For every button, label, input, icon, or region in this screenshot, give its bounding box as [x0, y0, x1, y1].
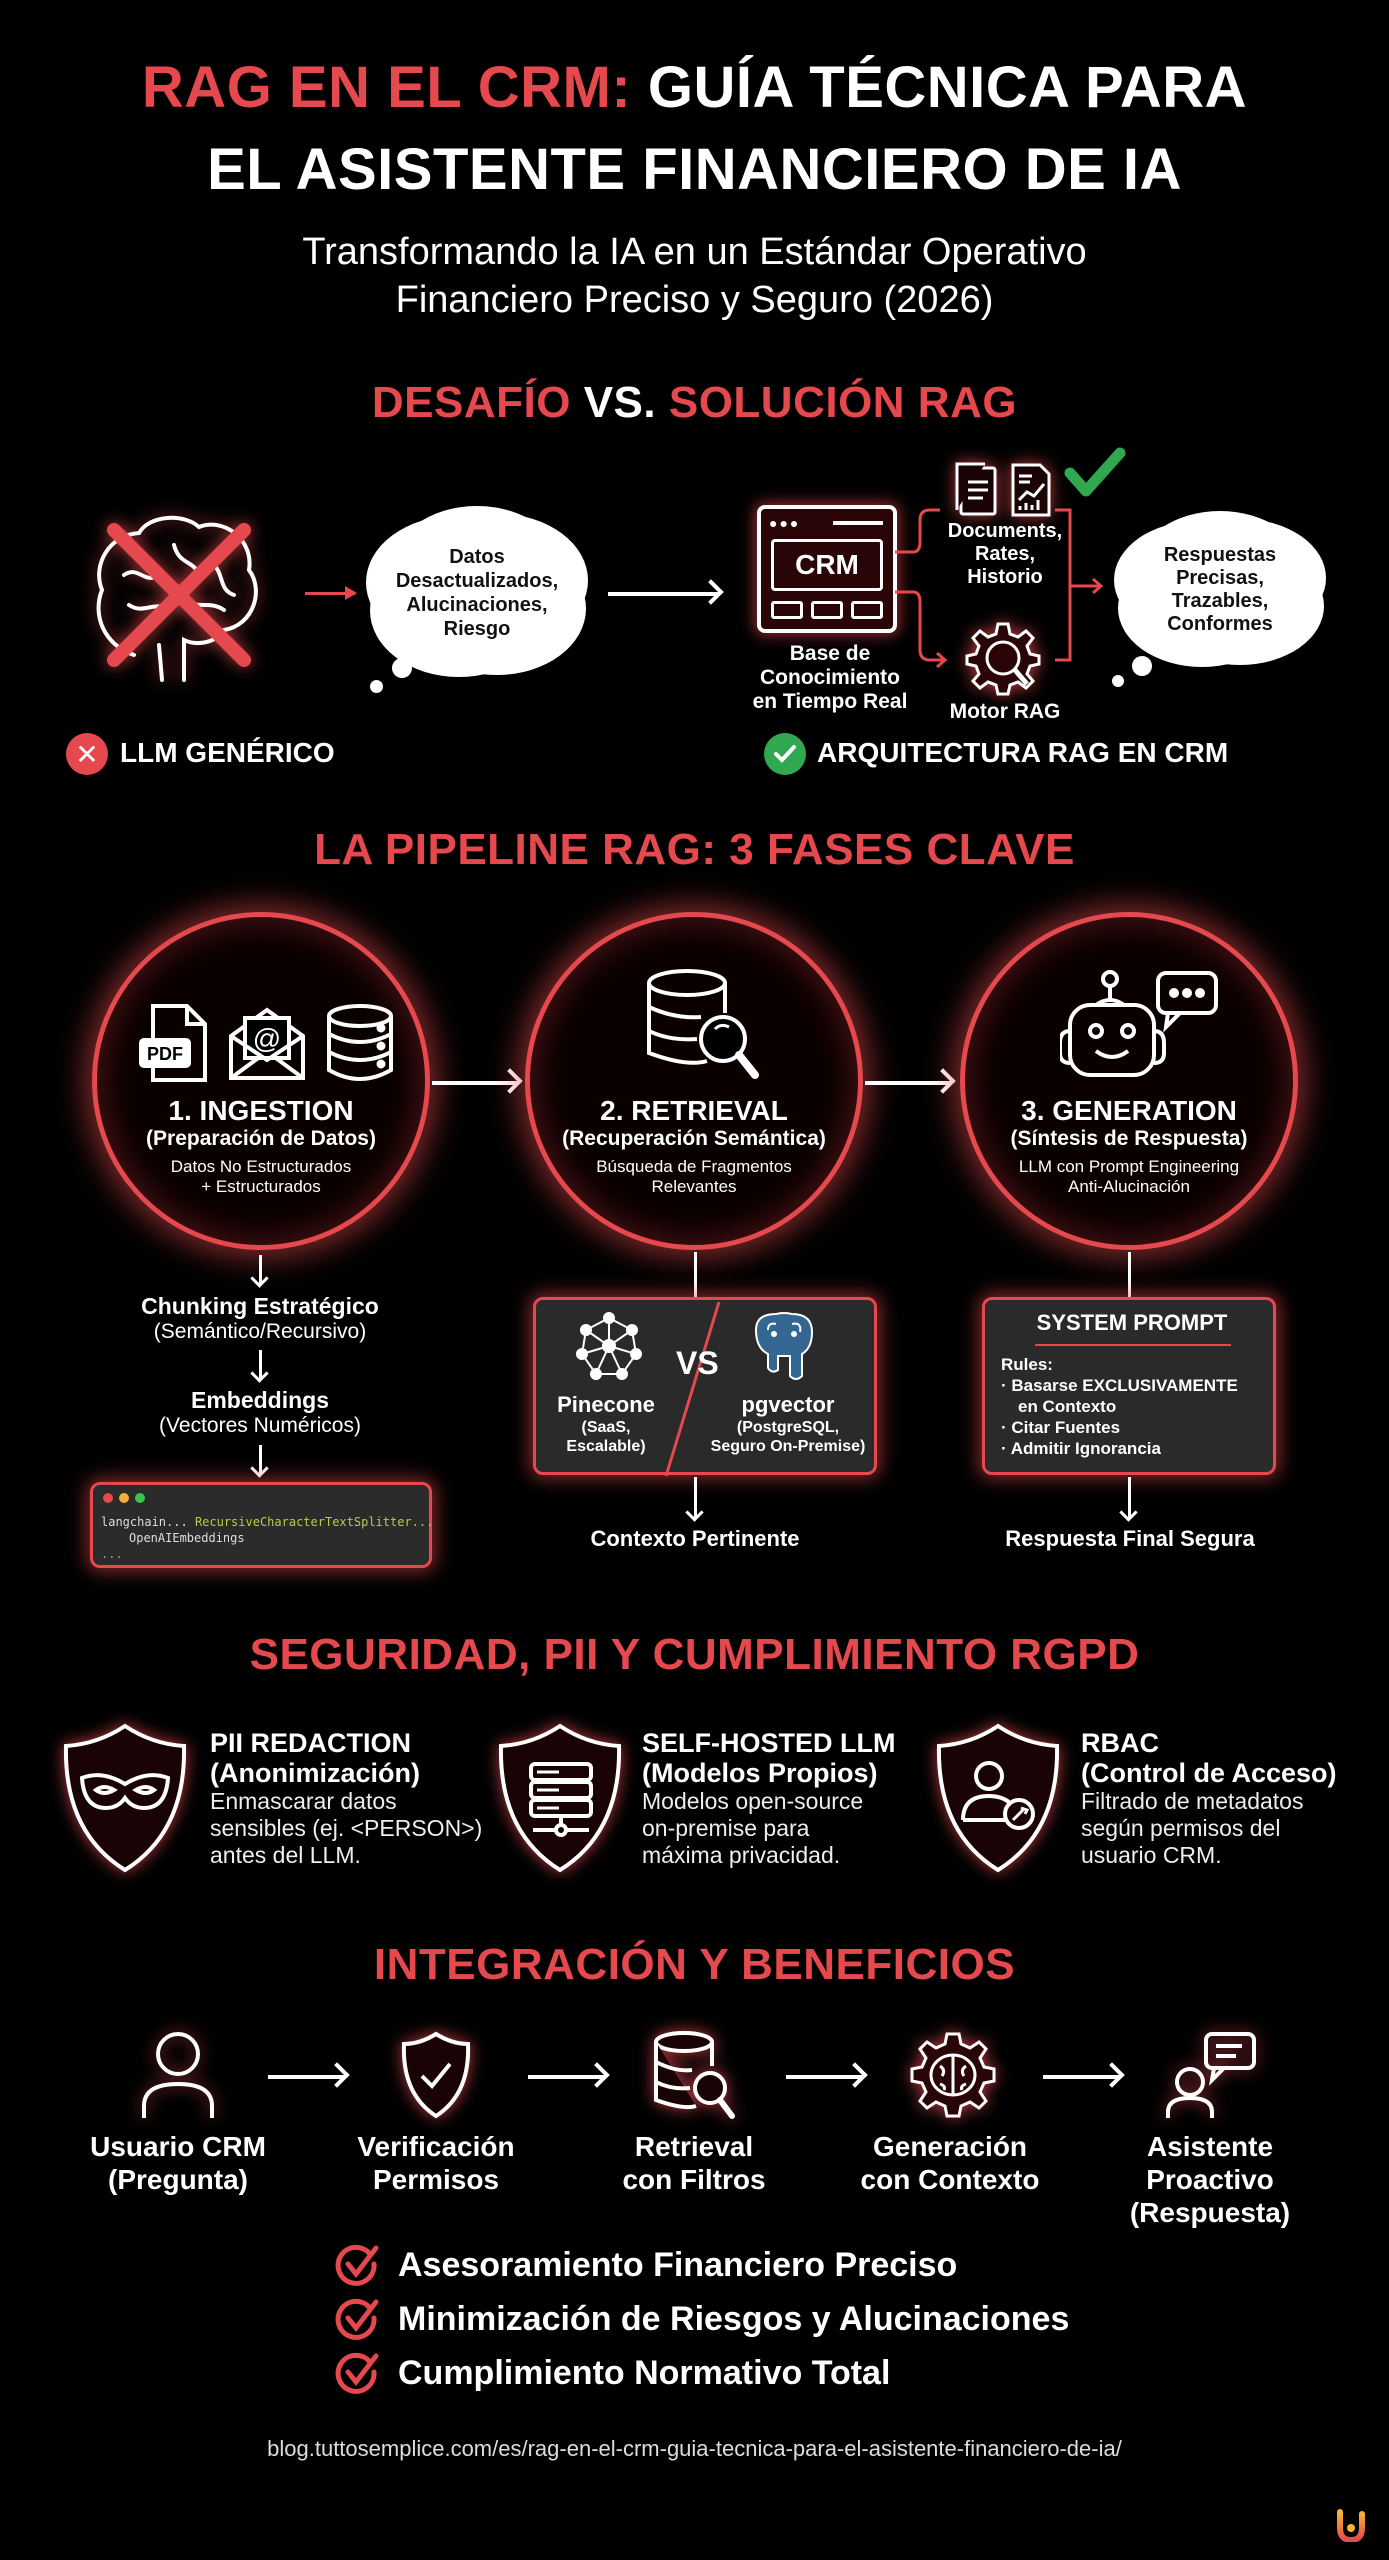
- code-snippet: [90, 1482, 432, 1568]
- ingestion-text: [97, 1095, 425, 1197]
- engine-caption: Motor RAG: [949, 700, 1061, 723]
- item-title: SELF-HOSTED LLM: [642, 1728, 896, 1758]
- heading-solution: SOLUCIÓN RAG: [668, 378, 1018, 427]
- item-desc: antes del LLM.: [210, 1842, 361, 1868]
- benefit-text: Asesoramiento Financiero Preciso: [398, 2245, 958, 2284]
- phase-ingestion: [92, 912, 430, 1250]
- caption-line: Documents,: [947, 520, 1063, 542]
- pinecone-label: [536, 1392, 676, 1456]
- cloud-line: Precisas,: [1176, 567, 1264, 589]
- phase-desc: Datos No Estructurados: [170, 1157, 352, 1176]
- close-dot: [103, 1493, 113, 1503]
- gear-brain-icon: [908, 2030, 998, 2125]
- maximize-dot: [135, 1493, 145, 1503]
- cloud-line: Alucinaciones,: [406, 593, 548, 616]
- ingestion-icons: [139, 1002, 395, 1084]
- db-desc: Seguro On-Premise): [710, 1438, 866, 1455]
- generation-text: [965, 1095, 1293, 1197]
- subtitle-line2: Financiero Preciso y Seguro (2026): [395, 279, 994, 321]
- crm-label: CRM: [771, 539, 883, 591]
- code-line-2: OpenAIEmbeddings: [129, 1531, 245, 1545]
- phase-desc: + Estructurados: [201, 1177, 321, 1196]
- step-proactive-assistant: [1100, 2130, 1320, 2229]
- pgvector-label: [696, 1392, 880, 1456]
- flow-arrow: [786, 2075, 862, 2079]
- vs-label: VS: [676, 1345, 719, 1381]
- item-subtitle: (Anonimización): [210, 1758, 420, 1788]
- window-controls: [103, 1493, 145, 1503]
- database-icon: [325, 1002, 395, 1084]
- item-subtitle: (Control de Acceso): [1081, 1758, 1337, 1788]
- user-key-shield-icon: [935, 1722, 1061, 1879]
- item-desc: según permisos del: [1081, 1815, 1281, 1841]
- result-cloud: [1130, 525, 1310, 655]
- x-circle-icon: ✕: [66, 733, 108, 775]
- database-search-icon: [652, 2030, 736, 2125]
- step-title: Chunking Estratégico: [141, 1293, 379, 1319]
- cloud-line: Riesgo: [443, 617, 511, 640]
- crm-button: [771, 601, 803, 619]
- caption-line: Rates,: [974, 543, 1036, 565]
- security-item-rbac: [1081, 1728, 1371, 1869]
- rule-item: Basarse EXCLUSIVAMENTE: [1011, 1376, 1238, 1395]
- database-search-icon: [645, 967, 765, 1087]
- step-subtitle: (Semántico/Recursivo): [153, 1320, 367, 1343]
- subtitle-line1: Transformando la IA en un Estándar Operativo: [302, 231, 1087, 273]
- problem-cloud: [382, 520, 572, 665]
- chart-report-icon: [1010, 462, 1052, 523]
- step-line: Usuario CRM: [90, 2131, 266, 2162]
- benefit-item: [334, 2292, 1069, 2346]
- rules-list: Rules: · Basarse EXCLUSIVAMENTE en Contexto · Citar Fuentes · Admitir Ignorancia: [1001, 1355, 1238, 1458]
- cloud-line: Datos: [449, 545, 505, 568]
- rule-item: Admitir Ignorancia: [1010, 1439, 1161, 1458]
- challenge-heading: [0, 378, 1389, 428]
- cloud-line: Desactualizados,: [395, 569, 559, 592]
- pinecone-icon: [574, 1312, 644, 1385]
- db-desc: (SaaS,: [581, 1419, 631, 1436]
- server-shield-icon: [497, 1722, 623, 1879]
- item-title: RBAC: [1081, 1728, 1159, 1758]
- step-line: Retrieval: [634, 2131, 754, 2162]
- item-title: PII REDACTION: [210, 1728, 412, 1758]
- pdf-icon: [139, 1002, 209, 1084]
- phase-desc: LLM con Prompt Engineering: [1018, 1157, 1240, 1176]
- pipeline-heading: LA PIPELINE RAG: 3 FASES CLAVE: [314, 825, 1075, 874]
- phase-arrow-2: [865, 1081, 950, 1085]
- phase-generation: [960, 912, 1298, 1250]
- phase-desc: Relevantes: [651, 1177, 737, 1196]
- heading-vs: VS.: [583, 378, 657, 427]
- step-subtitle: (Vectores Numéricos): [159, 1414, 361, 1437]
- cloud-line: Trazables,: [1171, 590, 1269, 612]
- step-retrieval-filters: [584, 2130, 804, 2196]
- check-circle-icon: [764, 733, 806, 775]
- llm-generic-label: LLM GENÉRICO: [120, 737, 335, 768]
- step-generation-context: [840, 2130, 1060, 2196]
- caption-line: en Tiempo Real: [752, 690, 908, 713]
- email-icon: [227, 1002, 307, 1082]
- step-line: con Filtros: [622, 2164, 766, 2195]
- cloud-line: Conformes: [1167, 613, 1273, 635]
- vector-db-comparison: [533, 1297, 877, 1475]
- mask-shield-icon: [62, 1722, 188, 1879]
- phase-desc: Búsqueda de Fragmentos: [596, 1157, 792, 1176]
- item-desc: Enmascarar datos: [210, 1788, 397, 1814]
- assistant-chat-icon: [1162, 2030, 1258, 2125]
- integration-heading: INTEGRACIÓN Y BENEFICIOS: [373, 1940, 1016, 1989]
- title-highlight: RAG EN EL CRM:: [141, 55, 632, 120]
- benefit-text: Minimización de Riesgos y Alucinaciones: [398, 2299, 1070, 2338]
- chunking-step: [110, 1293, 410, 1344]
- step-line: Proactivo: [1146, 2164, 1274, 2195]
- step-line: Verificación: [357, 2131, 515, 2162]
- thought-dot: [370, 680, 383, 693]
- down-arrow: [259, 1350, 262, 1380]
- db-desc: Escalable): [566, 1438, 646, 1455]
- svg-text:PDF: PDF: [147, 1044, 183, 1064]
- item-desc: máxima privacidad.: [642, 1842, 841, 1868]
- down-arrow: [259, 1255, 262, 1285]
- item-desc: Filtrado de metadatos: [1081, 1788, 1304, 1814]
- phase-desc: Anti-Alucinación: [1068, 1177, 1190, 1196]
- security-heading: SEGURIDAD, PII Y CUMPLIMIENTO RGPD: [249, 1630, 1140, 1679]
- thought-dot: [392, 658, 412, 678]
- thought-dot: [1112, 675, 1124, 687]
- rag-architecture-label: ARQUITECTURA RAG EN CRM: [817, 737, 1229, 768]
- final-answer-output: Respuesta Final Segura: [1005, 1526, 1255, 1551]
- item-desc: on-premise para: [642, 1815, 810, 1841]
- brain-crossed-icon: [84, 505, 274, 685]
- green-check-icon: [1062, 445, 1128, 506]
- caption-line: Conocimiento: [760, 666, 900, 689]
- step-user-crm: [68, 2130, 288, 2196]
- source-url[interactable]: blog.tuttosemplice.com/es/rag-en-el-crm-guia-tecnica-para-el-asistente-financiero-de-ia/: [267, 2436, 1122, 2461]
- gear-search-icon: [965, 620, 1041, 701]
- down-arrow: [259, 1445, 262, 1475]
- check-circle-icon: [334, 2350, 380, 2396]
- step-line: Generación: [872, 2131, 1028, 2162]
- main-title: [0, 52, 1389, 124]
- thought-dot: [1132, 656, 1152, 676]
- flow-arrow: [528, 2075, 604, 2079]
- connector-line: [694, 1252, 697, 1297]
- down-arrow: [1128, 1477, 1131, 1519]
- security-item-self-hosted: [642, 1728, 922, 1869]
- step-permission-check: [326, 2130, 546, 2196]
- red-arrow-head: [345, 586, 357, 600]
- phase-title: 1. INGESTION: [168, 1095, 354, 1126]
- phase-subtitle: (Síntesis de Respuesta): [1010, 1127, 1248, 1150]
- code-token: RecursiveCharacterTextSplitter...: [194, 1515, 434, 1529]
- crm-window-icon: [757, 505, 897, 633]
- caption-line: Historio: [967, 566, 1043, 588]
- step-title: Embeddings: [190, 1387, 329, 1413]
- caption-line: Base de: [789, 642, 871, 665]
- step-line: Asistente: [1146, 2131, 1274, 2162]
- step-line: (Respuesta): [1129, 2197, 1291, 2228]
- check-circle-icon: [334, 2296, 380, 2342]
- title-rest: GUÍA TÉCNICA PARA: [647, 55, 1248, 120]
- crm-button: [811, 601, 843, 619]
- security-item-pii: [210, 1728, 490, 1869]
- svg-text:@: @: [252, 1023, 282, 1054]
- benefit-item: [334, 2346, 1069, 2400]
- postgresql-elephant-icon: [746, 1310, 822, 1389]
- check-circle-icon: [334, 2242, 380, 2288]
- flow-arrow: [268, 2075, 344, 2079]
- system-prompt-title: SYSTEM PROMPT: [1036, 1310, 1228, 1335]
- shield-check-icon: [400, 2030, 472, 2125]
- step-line: con Contexto: [860, 2164, 1040, 2195]
- item-desc: sensibles (ej. <PERSON>): [210, 1815, 483, 1841]
- robot-chat-icon: [1060, 967, 1220, 1092]
- phase-subtitle: (Recuperación Semántica): [562, 1127, 826, 1150]
- transition-arrow: [608, 592, 718, 596]
- retrieval-text: [530, 1095, 858, 1197]
- db-desc: (PostgreSQL,: [736, 1419, 840, 1436]
- title-underline: [1035, 1344, 1231, 1346]
- main-title-line2: EL ASISTENTE FINANCIERO DE IA: [207, 137, 1182, 202]
- step-line: Permisos: [372, 2164, 500, 2195]
- rules-label: Rules:: [1001, 1355, 1053, 1374]
- sources-caption: [925, 520, 1085, 589]
- benefit-text: Cumplimiento Normativo Total: [398, 2353, 891, 2392]
- down-arrow: [694, 1477, 697, 1519]
- flow-arrow: [1043, 2075, 1119, 2079]
- system-prompt-box: [982, 1297, 1276, 1475]
- embeddings-step: [110, 1387, 410, 1438]
- user-icon: [138, 2030, 218, 2125]
- step-line: (Pregunta): [108, 2164, 248, 2195]
- phase-title: 3. GENERATION: [1021, 1095, 1237, 1126]
- db-name: Pinecone: [557, 1392, 655, 1417]
- cloud-line: Respuestas: [1163, 544, 1277, 566]
- rule-item: Citar Fuentes: [1011, 1418, 1121, 1437]
- code-token: langchain...: [101, 1515, 188, 1529]
- benefits-list: [334, 2238, 1069, 2400]
- context-output: Contexto Pertinente: [590, 1526, 800, 1551]
- phase-retrieval: [525, 912, 863, 1250]
- phase-title: 2. RETRIEVAL: [600, 1095, 788, 1126]
- window-dots: ●●●: [769, 515, 801, 531]
- window-bar: [833, 521, 883, 525]
- minimize-dot: [119, 1493, 129, 1503]
- code-line-3: ...: [101, 1547, 123, 1561]
- documents-icon: [953, 460, 999, 523]
- item-desc: Modelos open-source: [642, 1788, 864, 1814]
- phase-subtitle: (Preparación de Datos): [146, 1127, 376, 1150]
- brand-logo-icon: [1336, 2508, 1366, 2547]
- phase-arrow-1: [432, 1081, 517, 1085]
- benefit-item: [334, 2238, 1069, 2292]
- item-subtitle: (Modelos Propios): [642, 1758, 878, 1788]
- connector-line: [1128, 1252, 1131, 1297]
- item-desc: usuario CRM.: [1081, 1842, 1222, 1868]
- heading-challenge: DESAFÍO: [371, 378, 571, 427]
- rule-item-cont: en Contexto: [1018, 1397, 1117, 1416]
- crm-button: [851, 601, 883, 619]
- code-line-1: [101, 1515, 433, 1529]
- db-name: pgvector: [741, 1392, 835, 1417]
